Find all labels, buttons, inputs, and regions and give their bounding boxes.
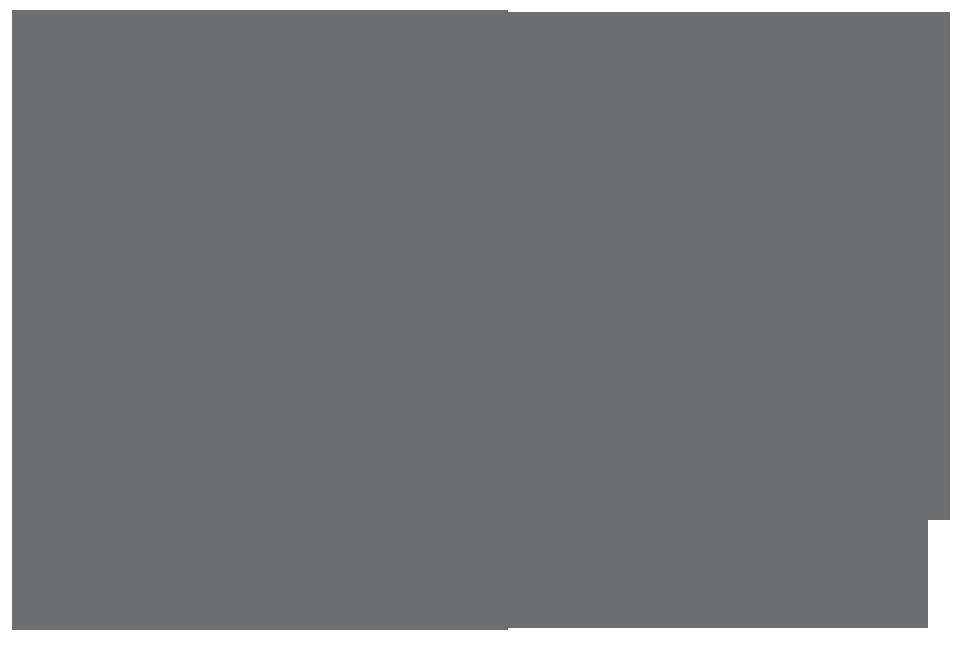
main-surface[interactable] [10,10,950,630]
right-edge-margin [928,520,960,630]
bottom-margin [0,634,508,660]
bottom-right-margin [508,628,950,660]
top-right-margin [508,0,950,12]
left-edge-margin [0,0,12,660]
